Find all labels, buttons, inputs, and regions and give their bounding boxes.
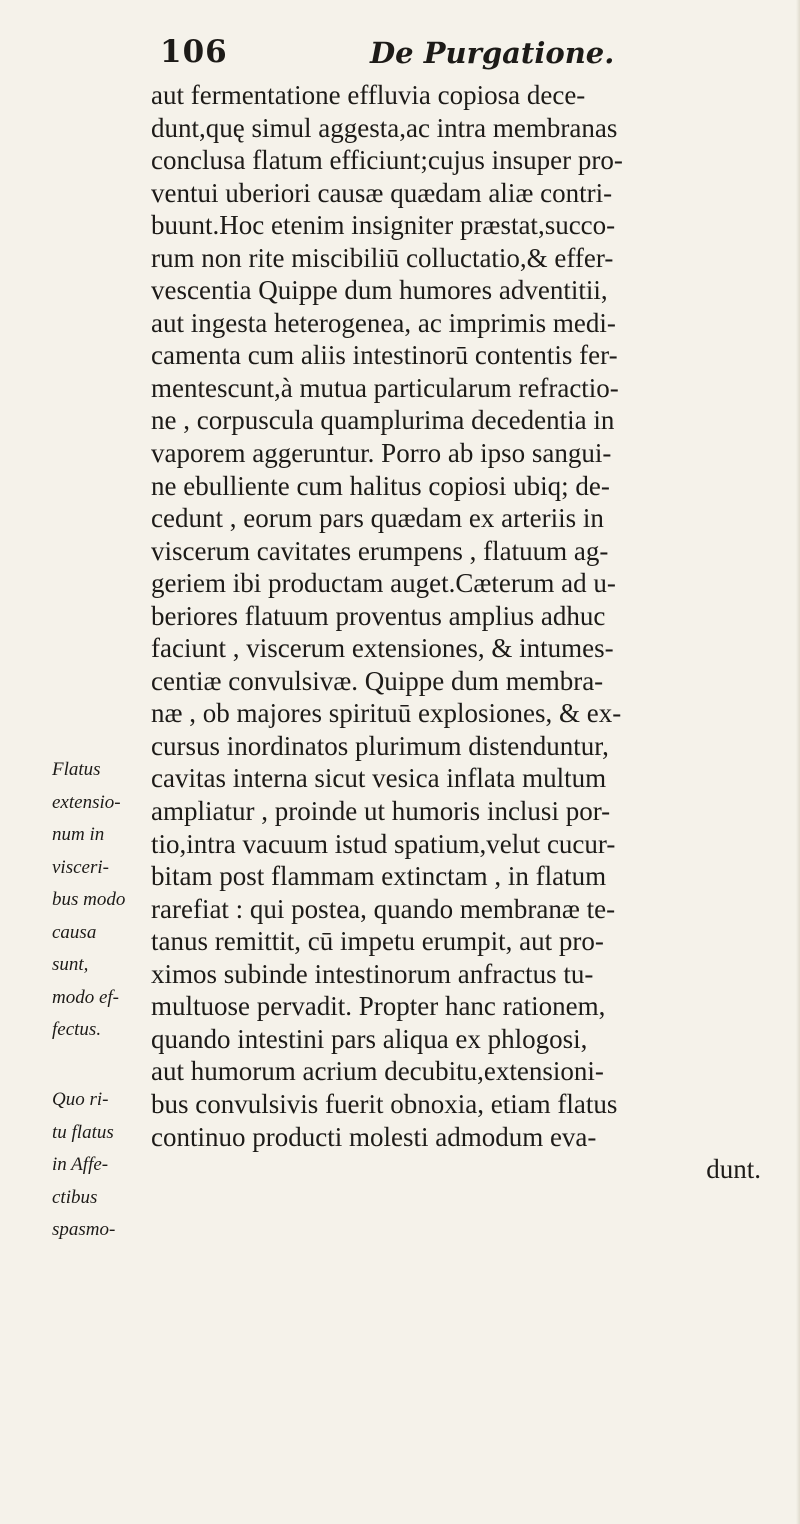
margin-note-line: Quo ri- bbox=[52, 1089, 109, 1110]
text-line: viscerum cavitates erumpens , flatuum ag- bbox=[151, 535, 609, 566]
margin-note-line: tu flatus bbox=[52, 1121, 114, 1143]
text-line: aut humorum acrium decubitu,extensioni- bbox=[151, 1056, 604, 1087]
page-edge bbox=[796, 0, 800, 1524]
page-number: 106 bbox=[160, 34, 228, 70]
text-line: bitam post flammam extinctam , in flatum bbox=[151, 861, 607, 892]
margin-note-line: ctibus bbox=[52, 1186, 98, 1208]
text-line: continuo producti molesti admodum eva- bbox=[151, 1121, 597, 1152]
text-line: geriem ibi productam auget.Cæterum ad u- bbox=[151, 568, 616, 599]
text-line: ne ebulliente cum halitus copiosi ubiq; de- bbox=[151, 470, 610, 501]
margin-note-line: Flatus bbox=[52, 759, 101, 780]
text-line: centiæ convulsivæ. Quippe dum membra- bbox=[151, 665, 604, 696]
text-line: buunt.Hoc etenim insigniter præstat,succo- bbox=[151, 210, 616, 241]
margin-note-line: spasmo- bbox=[52, 1219, 116, 1241]
page-header bbox=[0, 34, 800, 84]
text-line: ne , corpuscula quamplurima decedentia in bbox=[151, 405, 615, 436]
text-line: ximos subinde intestinorum anfractus tu- bbox=[151, 958, 594, 989]
margin-note-line: fectus. bbox=[52, 1019, 102, 1041]
text-line: quando intestini pars aliqua ex phlogosi, bbox=[151, 1023, 588, 1054]
margin-note-quo bbox=[0, 1084, 120, 1247]
text-line: cavitas interna sicut vesica inflata multum bbox=[151, 763, 607, 794]
running-title: De Purgatione. bbox=[370, 36, 615, 70]
margin-note-line: in Affe- bbox=[52, 1154, 109, 1176]
text-line: vaporem aggeruntur. Porro ab ipso sangui- bbox=[151, 438, 612, 469]
margin-note-line: sunt, bbox=[52, 954, 89, 976]
text-line: dunt,quę simul aggesta,ac intra membranas bbox=[151, 112, 618, 143]
text-line: multuose pervadit. Propter hanc rationem, bbox=[151, 991, 606, 1022]
margin-note-line: bus modo bbox=[52, 889, 126, 911]
margin-note-line: num in bbox=[52, 824, 105, 846]
text-line: camenta cum aliis intestinorū contentis fer- bbox=[151, 340, 618, 371]
text-line: cursus inordinatos plurimum distenduntur, bbox=[151, 730, 609, 761]
text-line: vescentia Quippe dum humores adventitii, bbox=[151, 275, 608, 306]
body-text bbox=[151, 79, 791, 1186]
margin-note-line: visceri- bbox=[52, 856, 109, 878]
text-line: bus convulsivis fuerit obnoxia, etiam flatus bbox=[151, 1088, 618, 1119]
text-line: tio,intra vacuum istud spatium,velut cucur- bbox=[151, 828, 616, 859]
margin-note-line: extensio- bbox=[52, 791, 121, 813]
text-line: beriores flatuum proventus amplius adhuc bbox=[151, 600, 606, 631]
text-line: rum non rite miscibiliū colluctatio,& effer- bbox=[151, 242, 614, 273]
text-line: cedunt , eorum pars quædam ex arteriis in bbox=[151, 503, 604, 534]
text-line: rarefiat : qui postea, quando membranæ te- bbox=[151, 893, 616, 924]
text-line: ampliatur , proinde ut humoris inclusi por- bbox=[151, 796, 611, 827]
text-line: aut ingesta heterogenea, ac imprimis medi- bbox=[151, 307, 616, 338]
text-line: tanus remittit, cū impetu erumpit, aut pro- bbox=[151, 926, 604, 957]
margin-note-line: causa bbox=[52, 921, 97, 943]
text-line: mentescunt,à mutua particularum refractio- bbox=[151, 372, 619, 403]
text-line: faciunt , viscerum extensiones, & intumes- bbox=[151, 633, 614, 664]
text-line: aut fermentatione effluvia copiosa dece- bbox=[151, 80, 586, 110]
margin-note-line: modo ef- bbox=[52, 986, 120, 1008]
text-line: dunt. bbox=[706, 1154, 761, 1185]
text-line: næ , ob majores spirituū explosiones, & ex- bbox=[151, 698, 622, 729]
text-line: conclusa flatum efficiunt;cujus insuper pro- bbox=[151, 145, 623, 176]
margin-note-flatus bbox=[0, 754, 126, 1047]
text-line: ventui uberiori causæ quædam aliæ contri- bbox=[151, 177, 613, 208]
